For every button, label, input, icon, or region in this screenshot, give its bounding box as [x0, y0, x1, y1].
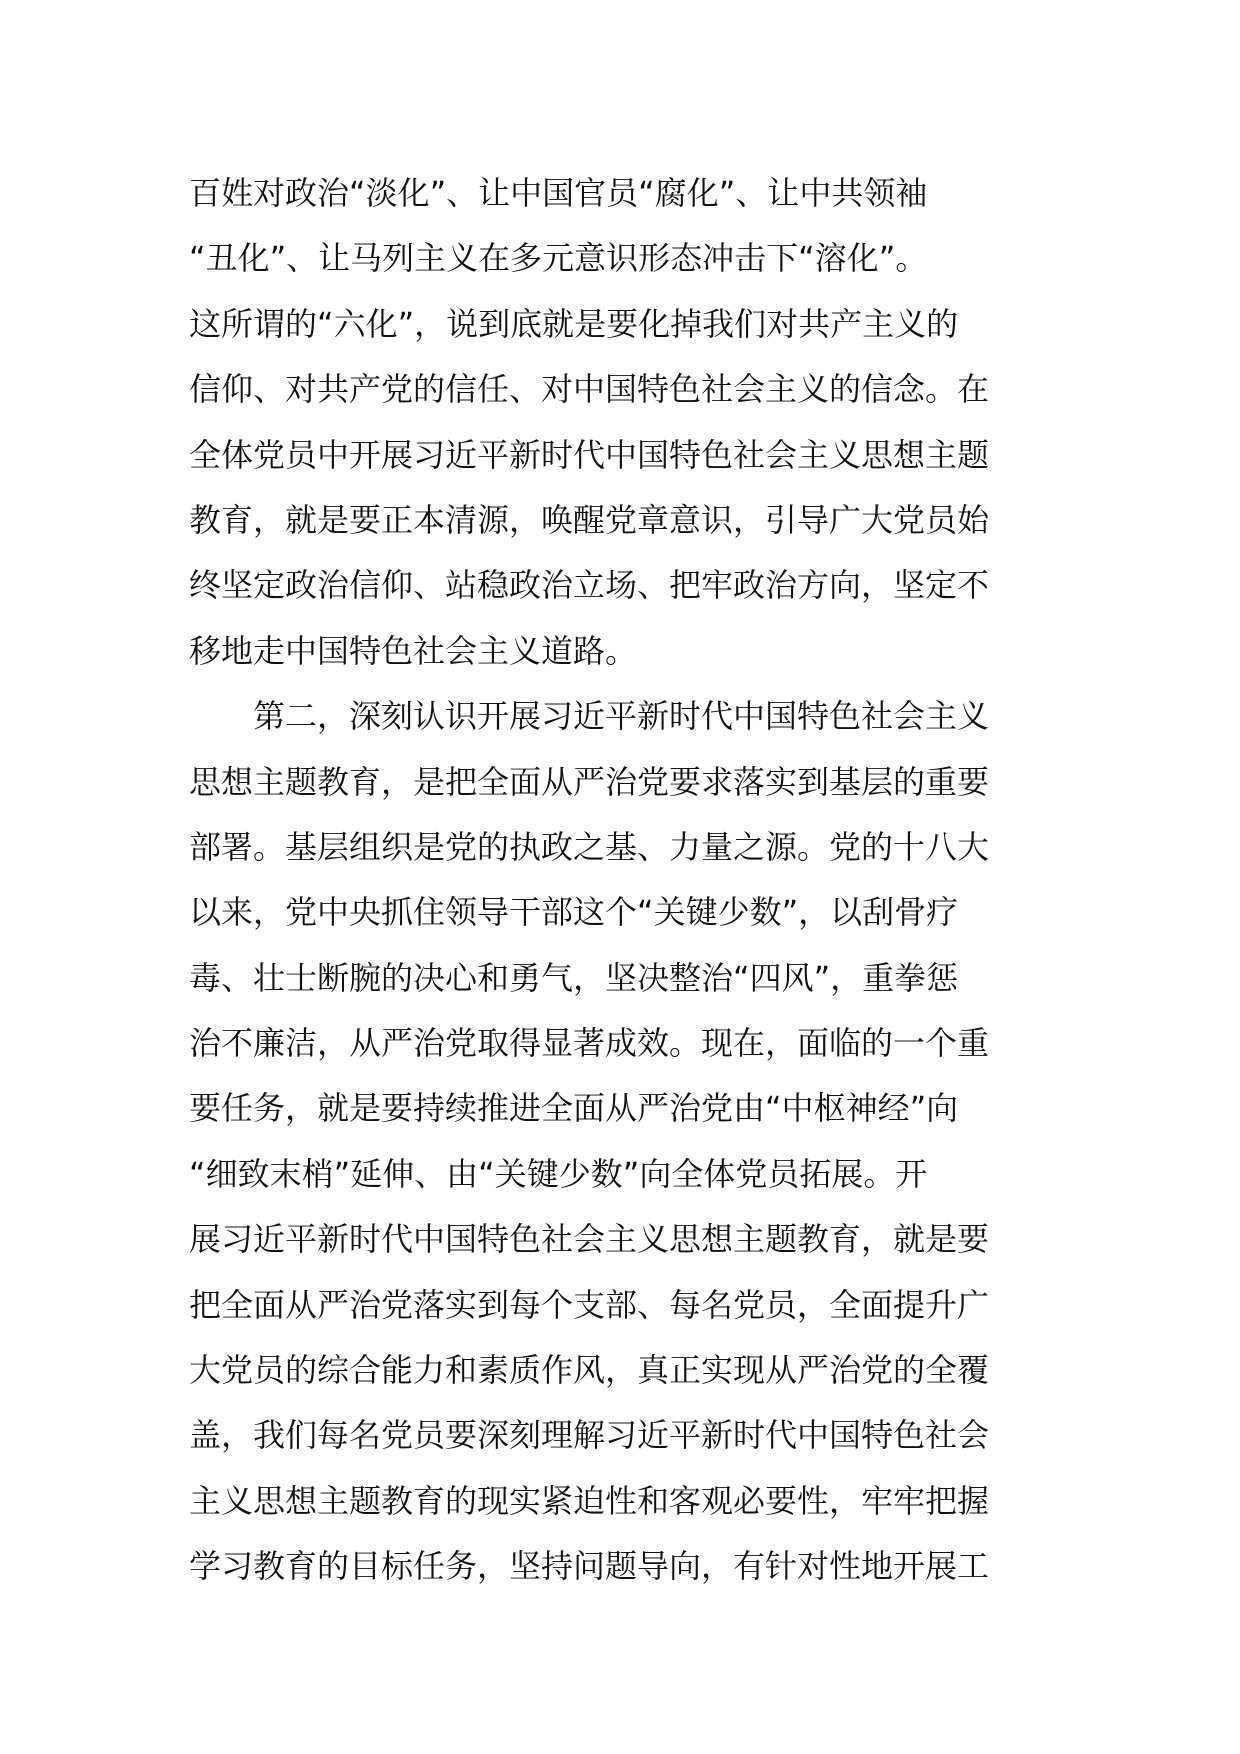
text-line: 把全面从严治党落实到每个支部、每名党员，全面提升广 [189, 1285, 990, 1324]
text-line: 这所谓的“六化”，说到底就是要化掉我们对共产主义的 [189, 304, 959, 343]
text-line: “丑化”、让马列主义在多元意识形态冲击下“溶化”。 [189, 239, 928, 278]
document-body [189, 161, 1069, 1600]
text-line: 第二，深刻认识开展习近平新时代中国特色社会主义 [253, 697, 990, 736]
text-line: 移地走中国特色社会主义道路。 [189, 631, 638, 670]
text-line: 学习教育的目标任务，坚持问题导向，有针对性地开展工 [189, 1547, 990, 1586]
text-line: 以来，党中央抓住领导干部这个“关键少数”，以刮骨疗 [189, 893, 959, 932]
text-line: 全体党员中开展习近平新时代中国特色社会主义思想主题 [189, 435, 990, 474]
text-line: 盖，我们每名党员要深刻理解习近平新时代中国特色社会 [189, 1416, 990, 1455]
text-line: 百姓对政治“淡化”、让中国官员“腐化”、让中共领袖 [189, 174, 928, 212]
text-line: 信仰、对共产党的信任、对中国特色社会主义的信念。在 [189, 370, 990, 409]
text-line: 治不廉洁，从严治党取得显著成效。现在，面临的一个重 [189, 1024, 990, 1063]
text-line: 毒、壮士断腕的决心和勇气，坚决整治“四风”，重拳惩 [189, 958, 959, 997]
text-line: 部署。基层组织是党的执政之基、力量之源。党的十八大 [189, 827, 990, 866]
text-line: 要任务，就是要持续推进全面从严治党由“中枢神经”向 [189, 1089, 959, 1128]
text-line: 大党员的综合能力和素质作风，真正实现从严治党的全覆 [189, 1351, 990, 1390]
paragraph-2 [189, 684, 1069, 1599]
text-line: 思想主题教育，是把全面从严治党要求落实到基层的重要 [189, 762, 990, 801]
text-line: 教育，就是要正本清源，唤醒党章意识，引导广大党员始 [189, 500, 990, 539]
text-line: 主义思想主题教育的现实紧迫性和客观必要性，牢牢把握 [189, 1481, 990, 1520]
text-line: “细致末梢”延伸、由“关键少数”向全体党员拓展。开 [189, 1154, 928, 1193]
paragraph-1 [189, 161, 1069, 684]
text-line: 展习近平新时代中国特色社会主义思想主题教育，就是要 [189, 1220, 990, 1259]
text-line: 终坚定政治信仰、站稳政治立场、把牢政治方向，坚定不 [189, 566, 990, 605]
